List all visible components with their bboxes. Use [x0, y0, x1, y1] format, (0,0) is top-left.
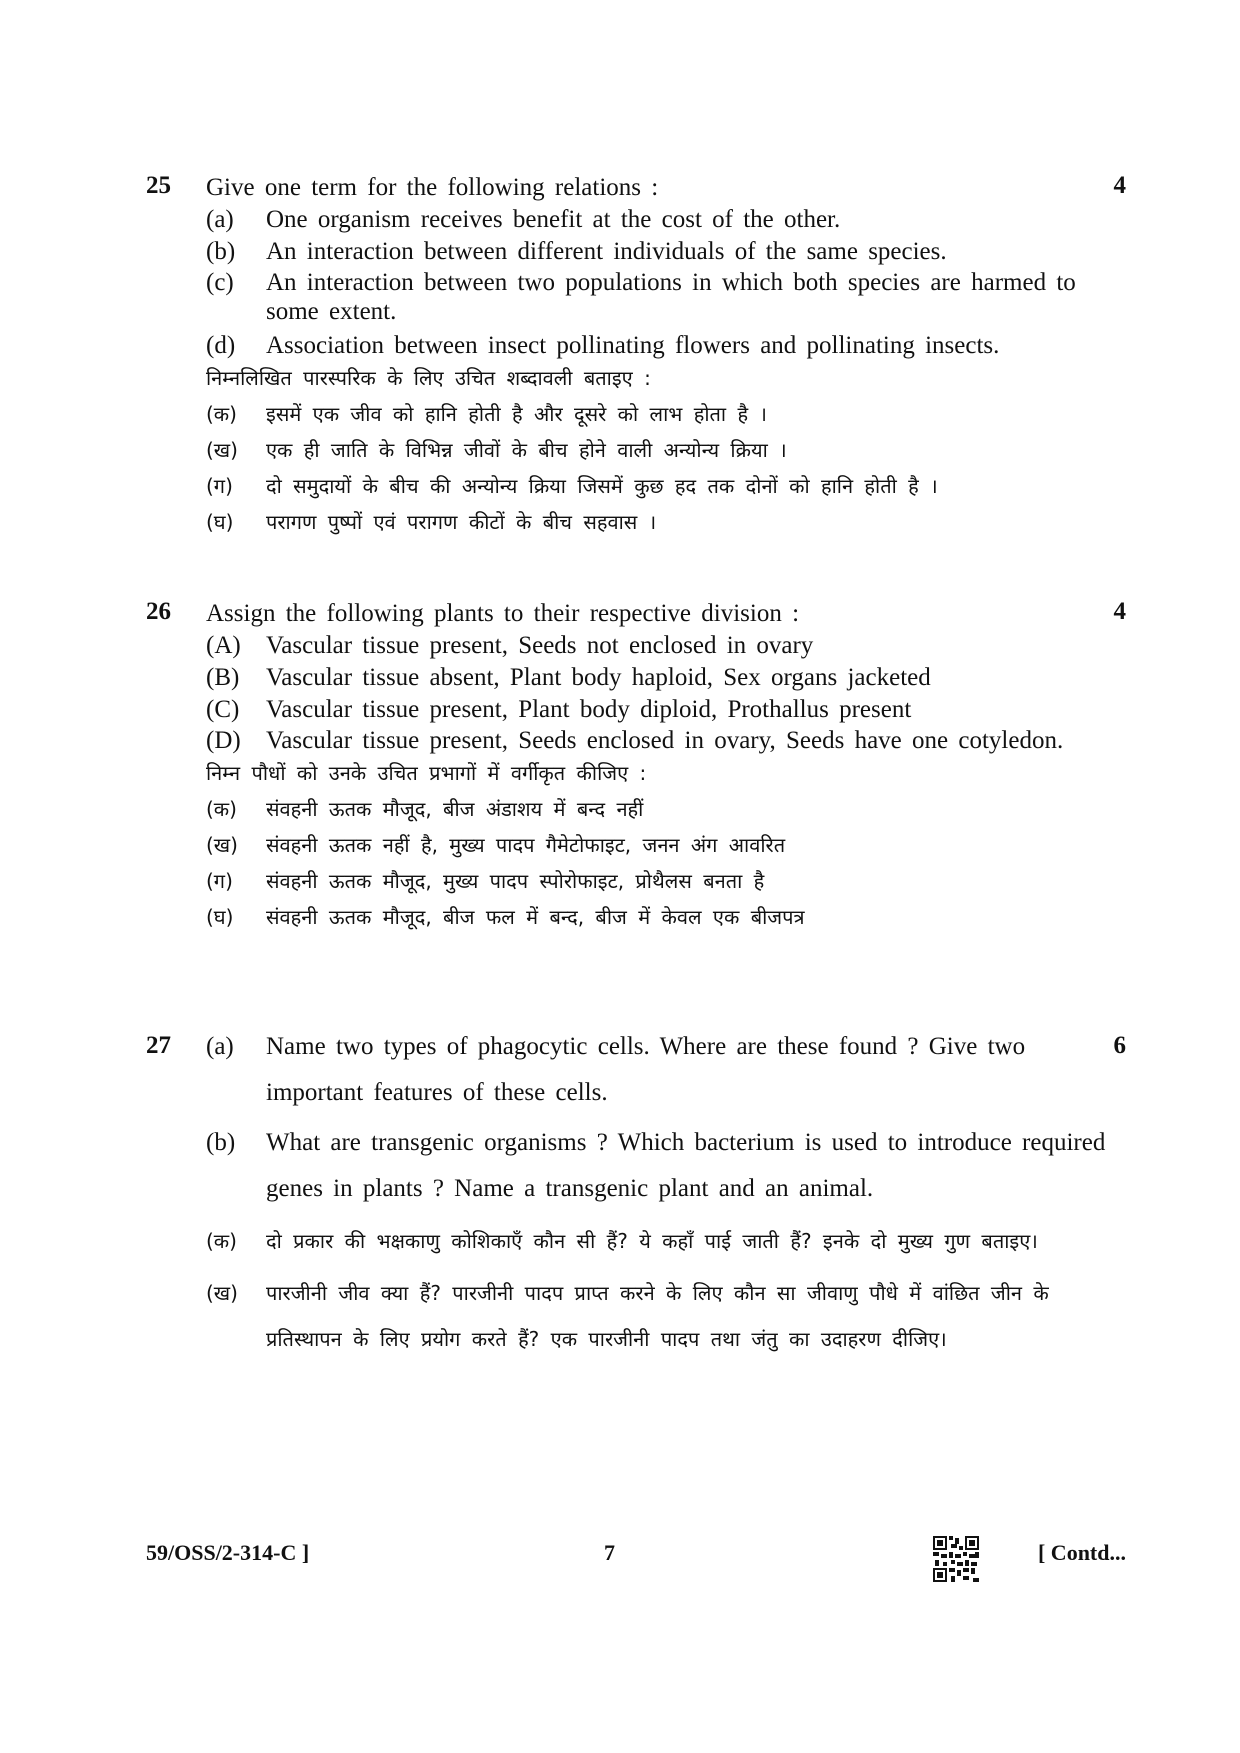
question-26: [146, 598, 1126, 931]
page-number: 7: [604, 1540, 615, 1565]
option-text: एक ही जाति के विभिन्न जीवों के बीच होने वाली अन्योन्य क्रिया ।: [266, 438, 787, 462]
option-en: [206, 1120, 1126, 1212]
question-27: [146, 1024, 1126, 1362]
question-stem-hi: निम्न पौधों को उनके उचित प्रभागों में वर्गीकृत कीजिए :: [206, 761, 647, 785]
option-text: Association between insect pollinating flowers and pollinating insects.: [266, 332, 1000, 359]
option-label: (ख): [206, 833, 238, 857]
option-hi: [206, 1270, 1126, 1362]
paper-code: 59/OSS/2-314-C ]: [146, 1540, 310, 1565]
option-label: (घ): [206, 905, 234, 929]
option-label: (a): [206, 206, 234, 233]
option-text: An interaction between two populations in which both species are harmed to some extent.: [266, 269, 1076, 325]
option-label: (b): [206, 1129, 236, 1156]
option-label: (B): [206, 664, 240, 691]
option-en: [206, 268, 1126, 326]
option-label: (D): [206, 727, 241, 754]
option-label: (घ): [206, 510, 234, 534]
option-text: An interaction between different individuals of the same species.: [266, 238, 947, 265]
option-text: Vascular tissue present, Plant body diploid, Prothallus present: [266, 696, 912, 723]
question-stem-en: Give one term for the following relations :: [206, 174, 659, 201]
option-label: (ग): [206, 474, 233, 498]
continued-label: [ Contd...: [1037, 1540, 1126, 1565]
question-marks: 4: [1113, 598, 1126, 625]
option-text: Vascular tissue absent, Plant body haploid, Sex organs jacketed: [266, 664, 931, 691]
option-label: (a): [206, 1033, 234, 1060]
option-label: (ग): [206, 869, 233, 893]
question-stem-hi: निम्नलिखित पारस्परिक के लिए उचित शब्दावली बताइए :: [206, 366, 651, 390]
page-footer: [146, 1536, 1126, 1586]
question-number: 27: [146, 1032, 171, 1059]
option-en: [206, 236, 1126, 268]
option-hi: [206, 867, 1126, 895]
question-marks: 4: [1113, 172, 1126, 199]
option-text: Vascular tissue present, Seeds enclosed in ovary, Seeds have one cotyledon.: [266, 727, 1064, 754]
option-en: [206, 1024, 1126, 1116]
option-en: [206, 694, 1126, 726]
option-text: पारजीनी जीव क्या हैं? पारजीनी पादप प्राप्त करने के लिए कौन सा जीवाणु पौधे में वांछित जीन के प्रतिस्थापन के लिए प्रयोग करते हैं? एक पारजीनी पादप तथा जंतु का उदाहरण दीजिए।: [266, 1281, 1049, 1351]
option-text: दो समुदायों के बीच की अन्योन्य क्रिया जिसमें कुछ हद तक दोनों को हानि होती है ।: [266, 474, 938, 498]
option-hi: [206, 472, 1126, 500]
qr-code-icon: [933, 1536, 979, 1582]
option-hi: [206, 1218, 1126, 1264]
option-label: (क): [206, 402, 237, 426]
option-label: (A): [206, 632, 241, 659]
option-en: [206, 726, 1126, 755]
option-hi: [206, 400, 1126, 428]
option-en: [206, 204, 1126, 236]
option-text: संवहनी ऊतक नहीं है, मुख्य पादप गैमेटोफाइट, जनन अंग आवरित: [266, 833, 786, 857]
option-text: संवहनी ऊतक मौजूद, बीज फल में बन्द, बीज में केवल एक बीजपत्र: [266, 905, 805, 929]
option-text: Name two types of phagocytic cells. Where are these found ? Give two important features of these cells.: [266, 1033, 1026, 1106]
option-hi: [206, 831, 1126, 859]
option-label: (ख): [206, 1281, 238, 1305]
option-label: (b): [206, 238, 236, 265]
option-text: संवहनी ऊतक मौजूद, मुख्य पादप स्पोरोफाइट, प्रोथैलस बनता है: [266, 869, 765, 893]
option-hi: [206, 795, 1126, 823]
question-25: [146, 172, 1126, 536]
option-text: संवहनी ऊतक मौजूद, बीज अंडाशय में बन्द नहीं: [266, 797, 644, 821]
option-en: [206, 330, 1126, 362]
option-text: What are transgenic organisms ? Which bacterium is used to introduce required genes in plants ? Name a transgenic plant and an animal.: [266, 1129, 1106, 1202]
question-marks: 6: [1113, 1032, 1126, 1059]
option-label: (क): [206, 1229, 237, 1253]
option-label: (d): [206, 332, 236, 359]
option-hi: [206, 508, 1126, 536]
option-label: (क): [206, 797, 237, 821]
question-stem-en: Assign the following plants to their respective division :: [206, 600, 800, 627]
option-en: [206, 662, 1126, 694]
option-text: One organism receives benefit at the cost of the other.: [266, 206, 841, 233]
option-label: (c): [206, 269, 234, 296]
option-hi: [206, 436, 1126, 464]
question-number: 26: [146, 598, 171, 625]
option-text: दो प्रकार की भक्षकाणु कोशिकाएँ कौन सी हैं? ये कहाँ पाई जाती हैं? इनके दो मुख्य गुण बताइए।: [266, 1229, 1038, 1253]
option-text: Vascular tissue present, Seeds not enclosed in ovary: [266, 632, 814, 659]
option-text: परागण पुष्पों एवं परागण कीटों के बीच सहवास ।: [266, 510, 657, 534]
option-label: (C): [206, 696, 240, 723]
option-text: इसमें एक जीव को हानि होती है और दूसरे को लाभ होता है ।: [266, 402, 768, 426]
option-label: (ख): [206, 438, 238, 462]
option-hi: [206, 903, 1126, 931]
question-number: 25: [146, 172, 171, 199]
option-en: [206, 630, 1126, 662]
